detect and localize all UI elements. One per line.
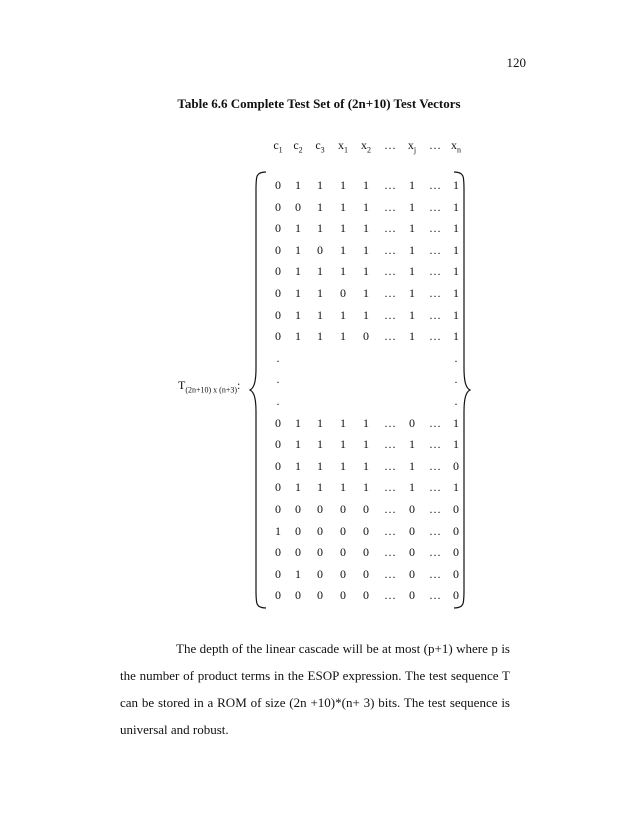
matrix-cell: …	[429, 329, 441, 344]
column-header-base: x	[338, 138, 344, 152]
column-header-base: c	[273, 138, 279, 152]
matrix-cell: 0	[275, 329, 281, 344]
matrix-cell: 1	[453, 264, 459, 279]
matrix-cell: 1	[453, 415, 459, 430]
column-header	[333, 138, 353, 154]
matrix-cell: …	[384, 523, 396, 538]
column-header-subscript: j	[413, 145, 417, 155]
matrix-cell: …	[384, 566, 396, 581]
matrix-cell: …	[429, 502, 441, 516]
matrix-cell: .	[276, 350, 280, 365]
matrix-cell: 0	[317, 502, 323, 516]
matrix-row	[0, 502, 638, 518]
matrix-cell: 1	[295, 566, 301, 581]
matrix-cell: …	[429, 242, 441, 257]
matrix-cell: 1	[317, 307, 323, 322]
column-header-subscript: 3	[320, 145, 325, 155]
column-header	[446, 138, 466, 154]
matrix-cell: 0	[363, 329, 369, 344]
matrix-cell: 1	[317, 286, 323, 300]
matrix-cell: 1	[295, 264, 301, 279]
matrix-cell: 0	[275, 264, 281, 279]
matrix-row	[0, 243, 638, 259]
matrix-cell: 1	[340, 264, 346, 279]
matrix-row	[0, 524, 638, 540]
matrix-cell: …	[384, 588, 396, 603]
matrix-cell: …	[429, 286, 441, 300]
matrix-cell: 1	[363, 307, 369, 322]
matrix-cell: .	[454, 350, 458, 365]
matrix-cell: 1	[295, 437, 301, 452]
matrix-cell: 1	[340, 242, 346, 257]
matrix-cell: 0	[275, 415, 281, 430]
matrix-cell: 0	[317, 588, 323, 603]
matrix-cell: 0	[363, 502, 369, 516]
column-header-base: c	[315, 138, 321, 152]
matrix-cell: 0	[275, 480, 281, 495]
matrix-cell: …	[384, 307, 396, 322]
matrix-cell: 0	[295, 199, 301, 214]
matrix-cell: …	[384, 502, 396, 516]
matrix-cell: 1	[453, 307, 459, 322]
matrix-cell: .	[454, 372, 458, 387]
matrix-row	[0, 178, 638, 194]
matrix-cell: 0	[295, 545, 301, 560]
matrix-cell: 0	[317, 242, 323, 257]
matrix-row	[0, 329, 638, 345]
matrix-cell: 1	[317, 199, 323, 214]
matrix-cell: 1	[409, 199, 415, 214]
matrix-cell: 1	[340, 178, 346, 192]
matrix-cell: 0	[275, 437, 281, 452]
matrix-cell: 1	[363, 199, 369, 214]
matrix-cell: 1	[453, 286, 459, 300]
matrix-cell: …	[429, 178, 441, 192]
matrix-cell: 1	[409, 458, 415, 473]
matrix-cell: .	[454, 394, 458, 408]
matrix-cell: 0	[295, 502, 301, 516]
matrix-cell: …	[384, 242, 396, 257]
matrix-cell: …	[429, 307, 441, 322]
matrix-row	[0, 567, 638, 583]
matrix-cell: 1	[295, 458, 301, 473]
matrix-cell: …	[384, 178, 396, 192]
matrix-cell: …	[429, 566, 441, 581]
column-header	[425, 138, 445, 154]
matrix-row	[0, 308, 638, 324]
column-header-subscript: 2	[367, 145, 371, 155]
matrix-cell: 1	[363, 415, 369, 430]
matrix-cell: 1	[453, 329, 459, 344]
matrix-cell: 1	[340, 221, 346, 236]
matrix-cell: …	[429, 221, 441, 236]
body-paragraph-text: The depth of the linear cascade will be at most (p+1) where p is the number of product terms in the ESOP expression. The test sequence T can be stored in a ROM of size (2n +10)*(n+ 3) bits. The test sequence is universal and robust.	[120, 641, 510, 737]
matrix-cell: 0	[340, 523, 346, 538]
matrix-cell: 0	[275, 588, 281, 603]
column-header	[380, 138, 400, 154]
matrix-cell: 0	[453, 502, 459, 516]
matrix-cell: …	[384, 329, 396, 344]
matrix-row	[0, 394, 638, 410]
matrix-row	[0, 588, 638, 604]
matrix-cell: 0	[409, 588, 415, 603]
column-header-subscript: 1	[344, 145, 348, 155]
matrix-label-base: T	[178, 378, 186, 392]
column-header	[402, 138, 422, 154]
matrix-cell: 0	[340, 502, 346, 516]
matrix-cell: 1	[453, 437, 459, 452]
column-header-base: …	[429, 138, 441, 152]
column-header	[288, 138, 308, 154]
matrix-cell: 0	[363, 566, 369, 581]
matrix-row	[0, 221, 638, 237]
matrix-row	[0, 480, 638, 496]
matrix-label-suffix: :	[237, 378, 241, 392]
matrix-cell: 0	[317, 545, 323, 560]
matrix-cell: …	[384, 480, 396, 495]
matrix-cell: 0	[340, 566, 346, 581]
matrix-cell: 0	[453, 545, 459, 560]
matrix-cell: 1	[363, 242, 369, 257]
matrix-cell: 0	[317, 523, 323, 538]
matrix-cell: 1	[275, 523, 281, 538]
column-header-subscript: n	[457, 145, 461, 155]
matrix-cell: 1	[409, 307, 415, 322]
matrix-cell: …	[429, 545, 441, 560]
matrix-cell: …	[429, 437, 441, 452]
matrix-cell: 1	[340, 437, 346, 452]
matrix-cell: …	[429, 415, 441, 430]
matrix-cell: 1	[295, 329, 301, 344]
matrix-label-subscript: (2n+10) x (n+3)	[185, 385, 238, 395]
matrix-cell: 1	[317, 458, 323, 473]
matrix-cell: 1	[317, 437, 323, 452]
column-header-base: x	[361, 138, 367, 152]
matrix-cell: …	[384, 458, 396, 473]
column-header	[310, 138, 330, 154]
matrix-cell: 1	[340, 415, 346, 430]
matrix-cell: …	[384, 264, 396, 279]
matrix-cell: …	[429, 264, 441, 279]
matrix-row	[0, 416, 638, 432]
matrix-cell: 1	[340, 329, 346, 344]
matrix-cell: 1	[409, 264, 415, 279]
column-header	[356, 138, 376, 154]
matrix-row	[0, 351, 638, 367]
column-header-subscript: 1	[278, 145, 283, 155]
matrix-cell: …	[429, 523, 441, 538]
matrix-cell: 1	[363, 221, 369, 236]
matrix-cell: 1	[295, 307, 301, 322]
matrix-row	[0, 459, 638, 475]
body-paragraph	[120, 635, 510, 743]
matrix-cell: …	[429, 480, 441, 495]
matrix-cell: 0	[275, 286, 281, 300]
table-caption: Table 6.6 Complete Test Set of (2n+10) Test Vectors	[177, 96, 461, 111]
matrix-cell: 1	[340, 307, 346, 322]
column-header-base: x	[451, 138, 457, 152]
matrix-cell: 0	[275, 178, 281, 192]
matrix-cell: 0	[275, 307, 281, 322]
matrix-cell: 1	[295, 242, 301, 257]
matrix-cell: 1	[340, 199, 346, 214]
matrix-cell: 1	[295, 415, 301, 430]
matrix-cell: 0	[453, 458, 459, 473]
matrix-cell: …	[384, 221, 396, 236]
matrix-row	[0, 200, 638, 216]
matrix-cell: 0	[275, 221, 281, 236]
matrix-cell: .	[276, 372, 280, 387]
matrix-cell: 1	[409, 286, 415, 300]
matrix-cell: 0	[275, 502, 281, 516]
matrix-column-headers	[0, 138, 638, 154]
matrix-cell: 1	[453, 178, 459, 192]
matrix-cell: 1	[317, 264, 323, 279]
matrix-cell: 0	[340, 545, 346, 560]
matrix-cell: 1	[317, 329, 323, 344]
matrix-cell: 0	[453, 566, 459, 581]
test-vector-matrix	[0, 178, 638, 618]
matrix-row	[0, 545, 638, 561]
matrix-cell: 0	[409, 502, 415, 516]
matrix-cell: 1	[317, 178, 323, 192]
matrix-cell: 1	[409, 437, 415, 452]
matrix-cell: 0	[363, 545, 369, 560]
matrix-cell: 1	[409, 242, 415, 257]
matrix-cell: 0	[295, 523, 301, 538]
matrix-cell: 1	[295, 221, 301, 236]
matrix-cell: 1	[317, 221, 323, 236]
matrix-cell: 0	[275, 242, 281, 257]
matrix-cell: 1	[363, 286, 369, 300]
matrix-cell: 0	[295, 588, 301, 603]
matrix-cell: 1	[363, 264, 369, 279]
matrix-cell: 0	[409, 545, 415, 560]
matrix-cell: 1	[340, 458, 346, 473]
matrix-row	[0, 437, 638, 453]
matrix-cell: 0	[275, 566, 281, 581]
matrix-cell: 1	[409, 178, 415, 192]
matrix-cell: 0	[453, 523, 459, 538]
matrix-cell: 1	[453, 242, 459, 257]
column-header	[268, 138, 288, 154]
matrix-row	[0, 372, 638, 388]
matrix-cell: .	[276, 394, 280, 408]
matrix-cell: …	[429, 458, 441, 473]
matrix-cell: 1	[363, 178, 369, 192]
matrix-cell: 0	[275, 545, 281, 560]
column-header-subscript: 2	[298, 145, 303, 155]
matrix-cell: 1	[295, 178, 301, 192]
matrix-cell: 1	[453, 221, 459, 236]
matrix-cell: 1	[317, 415, 323, 430]
matrix-cell: 0	[340, 588, 346, 603]
matrix-cell: 0	[340, 286, 346, 300]
matrix-cell: 1	[363, 480, 369, 495]
matrix-cell: 1	[409, 329, 415, 344]
matrix-cell: 1	[363, 437, 369, 452]
matrix-cell: 1	[295, 480, 301, 495]
matrix-cell: 1	[409, 480, 415, 495]
matrix-cell: 0	[275, 458, 281, 473]
matrix-cell: 1	[453, 480, 459, 495]
matrix-cell: 1	[295, 286, 301, 300]
matrix-cell: 0	[363, 588, 369, 603]
matrix-cell: …	[429, 199, 441, 214]
matrix-cell: 0	[409, 566, 415, 581]
matrix-cell: …	[384, 545, 396, 560]
matrix-cell: 1	[363, 458, 369, 473]
matrix-cell: 0	[409, 523, 415, 538]
matrix-cell: 0	[275, 199, 281, 214]
matrix-cell: 1	[409, 221, 415, 236]
matrix-cell: 1	[340, 480, 346, 495]
matrix-cell: …	[429, 588, 441, 603]
column-header-base: x	[407, 138, 414, 152]
matrix-row	[0, 264, 638, 280]
matrix-cell: 1	[317, 480, 323, 495]
matrix-cell: …	[384, 415, 396, 430]
column-header-base: …	[384, 138, 396, 152]
page-number: 120	[506, 55, 526, 70]
matrix-cell: 0	[453, 588, 459, 603]
matrix-cell: 0	[409, 415, 415, 430]
column-header-base: c	[293, 138, 299, 152]
matrix-cell: 0	[363, 523, 369, 538]
matrix-cell: …	[384, 199, 396, 214]
matrix-cell: 1	[453, 199, 459, 214]
matrix-row	[0, 286, 638, 302]
matrix-cell: …	[384, 437, 396, 452]
matrix-cell: 0	[317, 566, 323, 581]
matrix-cell: …	[384, 286, 396, 300]
